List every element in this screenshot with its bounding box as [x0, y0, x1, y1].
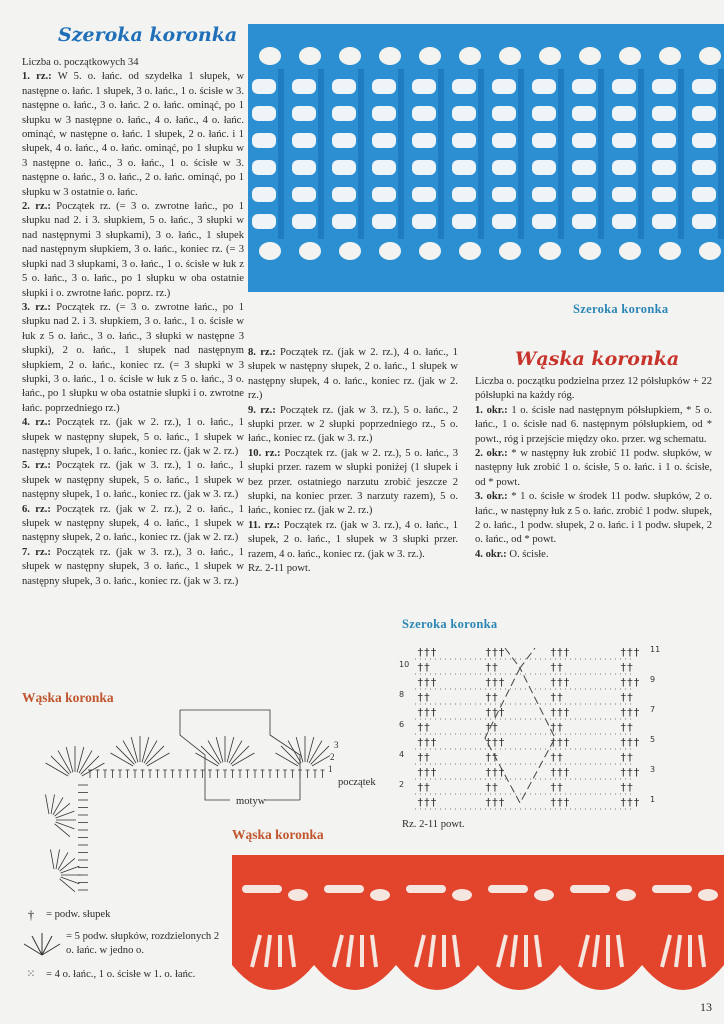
row-number: 3: [650, 765, 656, 774]
stitch-symbol: [216, 770, 220, 778]
stitch-symbol: [223, 770, 227, 778]
lace-hole: [652, 160, 676, 175]
lace-hole: [572, 79, 596, 94]
stitch-symbol: †††: [417, 766, 437, 779]
wide-lace-instructions-2: [248, 346, 458, 577]
lace-hole: [372, 214, 396, 229]
stitch-symbol: [283, 770, 287, 778]
fan-stitch: [131, 737, 138, 762]
lace-hole: [259, 242, 281, 260]
lace-hole: [616, 889, 636, 901]
lace-hole: [570, 885, 610, 893]
lace-hole: [698, 889, 718, 901]
lace-hole: [252, 160, 276, 175]
lace-hole: [692, 133, 716, 148]
lace-hole: [259, 47, 281, 65]
lace-hole: [619, 47, 641, 65]
lace-hole: [452, 106, 476, 121]
lace-hole: [532, 79, 556, 94]
lace-hole: [252, 214, 276, 229]
fan-stitch: [66, 747, 73, 772]
lace-hole: [252, 79, 276, 94]
lace-hole: [412, 79, 436, 94]
double-crochet-icon: †: [27, 907, 35, 922]
lace-hole: [292, 106, 316, 121]
stitch-symbol: [276, 770, 280, 778]
lace-hole: [299, 242, 321, 260]
stitch-symbol: †††: [485, 736, 505, 749]
wide-lace-title: Szeroka koronka: [58, 24, 238, 46]
stitch-symbol: †††: [620, 796, 640, 809]
stitch-symbol: †††: [550, 676, 570, 689]
lace-hole: [292, 79, 316, 94]
lace-hole: [532, 187, 556, 202]
stitch-symbol: [96, 770, 100, 778]
stitch-symbol: [246, 770, 250, 778]
lace-hole: [619, 242, 641, 260]
narrow-lace-instructions: [475, 375, 712, 562]
stitch-symbol: [111, 770, 115, 778]
wide-chart-caption: Szeroka koronka: [402, 617, 498, 631]
row-number: 1: [650, 795, 656, 804]
stitch-symbol: †††: [620, 676, 640, 689]
lace-hole: [412, 160, 436, 175]
lace-hole: [612, 160, 636, 175]
lace-hole: [692, 187, 716, 202]
lace-hole: [612, 79, 636, 94]
stitch-symbol: ††: [620, 691, 634, 704]
stitch-symbol: ††: [550, 781, 564, 794]
stitch-symbol: [321, 770, 325, 778]
lace-hole: [332, 133, 356, 148]
stitch-symbol: ††: [485, 691, 499, 704]
lace-hole: [539, 242, 561, 260]
row-number: 2: [399, 780, 405, 789]
lace-hole: [659, 47, 681, 65]
instruction-row: 8. rz.: Początek rz. (jak w 2. rz.), 4 o. łańc., 1 słupek w następny słupek, 2 o. łańc., 1 słupek w następny słupek, 4 o. łańc., koniec rz. (jak w 2. rz.): [248, 347, 458, 402]
stitch-symbol: †††: [417, 676, 437, 689]
fan-stitch: [296, 737, 303, 762]
fan-stitch: [61, 866, 80, 873]
row-number: 11: [650, 645, 661, 654]
fan-stitch: [307, 737, 314, 762]
wide-lace-photo-caption: Szeroka koronka: [573, 302, 669, 316]
stitch-symbol: ††: [417, 721, 431, 734]
narrow-lace-title: Wąska koronka: [515, 348, 680, 370]
stitch-symbol: [141, 770, 145, 778]
stitch-symbol: †††: [550, 796, 570, 809]
instruction-row: 4. rz.: Początek rz. (jak w 2. rz.), 1 o. łańc., 1 słupek w następny słupek, 5 o. łańc., 1 słupek w następny słupek, 1 o. łańc., koniec rz. (jak w 2. rz.): [22, 417, 244, 457]
row-number: 10: [399, 660, 410, 669]
stitch-symbol: [103, 770, 107, 778]
stitch-symbol: [186, 770, 190, 778]
lace-hole: [339, 242, 361, 260]
lace-hole: [332, 187, 356, 202]
lace-hole: [292, 160, 316, 175]
lace-hole: [492, 214, 516, 229]
lace-hole: [492, 106, 516, 121]
instruction-row: 1. rz.: W 5. o. łańc. od szydełka 1 słupek, w następne o. łańc. 1 słupek, 3 o. łańc., 1 o. ścisłe w 3. następne o. łańc., 3 o. łańc. 2 o. łańc. ominąć, po 1 słupku w 3 następne o. łańc., 4 o. łańc., 4 o. łańc. ominąć, w następne o. łańc. 1 słupek, 2 o. łańc. i 1 słupek, 4 o. łańc., 4 o. łańc. ominąć, po 1 słupku w 3 następne o. łańc., 3 o. łańc., 1 o. ścisłe w 3. następne o. łańc., 3 o. łańc., 2 o. łańc. ominąć, po 1 słupku w 3 ostatnie o. łańc.: [22, 71, 244, 198]
lace-hole: [652, 885, 692, 893]
lace-hole: [252, 106, 276, 121]
stitch-symbol: †††: [550, 736, 570, 749]
lace-hole: [412, 133, 436, 148]
lace-hole: [692, 160, 716, 175]
stitch-symbol: ††: [485, 781, 499, 794]
lace-hole: [652, 187, 676, 202]
fan-stitch: [56, 811, 75, 818]
stitch-symbol: [313, 770, 317, 778]
lace-hole: [534, 889, 554, 901]
lace-hole: [652, 133, 676, 148]
stitch-symbol: †††: [620, 646, 640, 659]
intro: Liczba o. początku podzielna przez 12 półsłupków + 22 półsłupki na każdy róg.: [475, 376, 712, 402]
lace-hole: [452, 187, 476, 202]
narrow-lace-photo-caption: Wąska koronka: [232, 827, 324, 842]
lace-hole: [612, 106, 636, 121]
lace-hole: [652, 106, 676, 121]
instruction-row: 3. rz.: Początek rz. (= 3 o. zwrotne łańc., po 1 słupku nad 2. i 3. słupkiem, 3 o. łańc., 1 o. ścisłe w łuk z 5 o. łańc., 3 o. łańc., 3 słupki w następne 3 słupki), 2 o. łańc., 1 słupek nad następnym słupkiem, 2 o. łańc., koniec rz. (= 3 słupki w 3 słupki, 3 o. łańc., 1 o. ścisłe w łuk z 5 o. łańc., 3 o. łańc., po 1 słupku w oba ostatnie słupki i o. zwrotne łańc. poprzedniego rz.): [22, 301, 244, 414]
stitch-symbol: [126, 770, 130, 778]
lace-hole: [492, 133, 516, 148]
fan-stitch: [55, 803, 70, 816]
stitch-symbol: ††: [485, 751, 499, 764]
lace-hole: [699, 242, 721, 260]
instruction-row: 6. rz.: Początek rz. (jak w 2. rz.), 2 o. łańc., 1 słupek w następny słupek, 4 o. łańc., 1 słupek w następny słupek, 2 o. łańc., koniec rz. (jak w 2. rz.): [22, 503, 244, 544]
stitch-symbol: [148, 770, 152, 778]
row-number: 8: [399, 690, 405, 699]
round-labels: 3 2 1: [328, 740, 339, 774]
lace-hole: [659, 242, 681, 260]
stitch-symbol: [268, 770, 272, 778]
intro: Liczba o. początkowych 34: [22, 57, 139, 68]
fan-stitch: [61, 877, 80, 884]
stitch-symbol: †††: [485, 796, 505, 809]
lace-hole: [459, 242, 481, 260]
stitch-symbol: ††: [417, 661, 431, 674]
lace-hole: [699, 47, 721, 65]
stitch-symbol: [201, 770, 205, 778]
stitch-symbol: ††: [485, 721, 499, 734]
instruction-row: 7. rz.: Początek rz. (jak w 3. rz.), 3 o. łańc., 1 słupek w następny słupek, 3 o. łańc., 1 słupek w następny słupek, 3 o. łańc., koniec rz. (jak w 3. rz.): [22, 546, 244, 587]
lace-hole: [324, 885, 364, 893]
stitch-symbol: [133, 770, 137, 778]
lace-hole: [612, 214, 636, 229]
lace-hole: [372, 187, 396, 202]
lace-hole: [332, 160, 356, 175]
wide-chart-note: Rz. 2-11 powt.: [402, 819, 465, 830]
fan-stitch: [56, 822, 75, 829]
row-number: 9: [650, 675, 656, 684]
instruction-row: 5. rz.: Początek rz. (jak w 3. rz.), 1 o. łańc., 1 słupek w następny słupek, 5 o. łańc., 1 słupek w następny słupek, 1 o. łańc., koniec rz. (jak w 3. rz.): [22, 460, 244, 501]
stitch-symbol: ††: [550, 691, 564, 704]
row-number: 7: [650, 705, 656, 714]
stitch-symbol: [253, 770, 257, 778]
lace-hole: [492, 79, 516, 94]
lace-hole: [488, 885, 528, 893]
fan-stitch: [216, 737, 223, 762]
fan-stitch: [51, 794, 54, 814]
stitch-symbol: [261, 770, 265, 778]
start-label: początek: [338, 777, 376, 788]
stitch-symbol: [208, 770, 212, 778]
fan-stitch: [142, 737, 149, 762]
stitch-symbol: [171, 770, 175, 778]
lace-hole: [532, 133, 556, 148]
lace-hole: [292, 187, 316, 202]
wide-lace-instructions-1: [22, 56, 244, 589]
wide-lace-photo: [248, 24, 724, 292]
lace-hole: [292, 133, 316, 148]
lace-hole: [459, 47, 481, 65]
lace-hole: [452, 160, 476, 175]
lace-hole: [299, 47, 321, 65]
row-number: 6: [399, 720, 405, 729]
lace-hole: [412, 187, 436, 202]
lace-hole: [492, 160, 516, 175]
picot-icon: ⁙: [26, 969, 36, 980]
stitch-symbol: [178, 770, 182, 778]
lace-hole: [452, 133, 476, 148]
lace-hole: [572, 187, 596, 202]
lace-hole: [492, 187, 516, 202]
lace-hole: [379, 242, 401, 260]
fan-stitch: [60, 879, 75, 892]
fan-stitch: [77, 747, 84, 772]
instruction-row: 10. rz.: Początek rz. (jak w 2. rz.), 5 o. łańc., 3 słupki przer. razem w słupki poniżej (1 słupek i bez przer. ostatniego narzutu zrobić jeszcze 2 słupki, na koniec przer. 3 narzuty razem), 5 o. łańc., koniec rz. (jak w 2. rz.): [248, 447, 458, 517]
lace-hole: [242, 885, 282, 893]
lace-hole: [452, 79, 476, 94]
motif-label: motyw: [236, 796, 266, 807]
stitch-symbol: ††: [417, 691, 431, 704]
stitch-symbol: †††: [550, 646, 570, 659]
instruction-row: 4. okr.: O. ścisłe.: [475, 548, 549, 560]
stitch-symbol: [193, 770, 197, 778]
lace-hole: [288, 889, 308, 901]
stitch-symbol: ††: [620, 661, 634, 674]
wide-lace-chart: [395, 638, 665, 813]
stitch-symbol: †††: [620, 736, 640, 749]
stitch-symbol: †††: [417, 646, 437, 659]
lace-hole: [652, 79, 676, 94]
narrow-lace-photo: [232, 855, 724, 1005]
lace-hole: [370, 889, 390, 901]
fan-stitch: [60, 858, 75, 871]
lace-hole: [539, 47, 561, 65]
stitch-symbol: ††: [620, 721, 634, 734]
lace-hole: [252, 187, 276, 202]
fan-stitch: [50, 849, 53, 869]
stitch-symbol: †††: [417, 736, 437, 749]
row-number: 4: [399, 750, 405, 759]
stitch-symbol: ††: [620, 751, 634, 764]
lace-hole: [419, 242, 441, 260]
lace-hole: [499, 47, 521, 65]
lace-hole: [452, 889, 472, 901]
fan-stitch: [45, 794, 48, 814]
instruction-row: 3. okr.: * 1 o. ścisłe w środek 11 podw. słupków, 2 o. łańc., w następny łuk z 5 o. łańc. zrobić 1 podw. słupek, 2 o. łańc., 1 podw. słupek, 2 o. łańc. i 1 podw. słupek, 2 o. łańc., od * powt.: [475, 491, 712, 546]
fan-stitch: [56, 849, 59, 869]
stitch-symbol: ††: [485, 661, 499, 674]
lace-hole: [612, 133, 636, 148]
stitch-symbol: †††: [550, 766, 570, 779]
lace-hole: [692, 106, 716, 121]
lace-hole: [499, 242, 521, 260]
repeat-note: Rz. 2-11 powt.: [248, 563, 311, 575]
lace-hole: [612, 187, 636, 202]
row-number: 5: [650, 735, 656, 744]
stitch-symbol: †††: [417, 706, 437, 719]
page-number: 13: [700, 1000, 712, 1014]
stitch-symbol: [163, 770, 167, 778]
stitch-symbol: †††: [620, 706, 640, 719]
instruction-row: 9. rz.: Początek rz. (jak w 3. rz.), 5 o. łańc., 2 słupki przer. w 2 słupki poprzedniego rz., 5 o. łańc., koniec rz. (jak w 3. rz.): [248, 404, 458, 445]
lace-hole: [692, 79, 716, 94]
lace-hole: [332, 106, 356, 121]
lace-hole: [532, 106, 556, 121]
lace-hole: [572, 133, 596, 148]
lace-hole: [252, 133, 276, 148]
lace-hole: [532, 160, 556, 175]
lace-hole: [579, 47, 601, 65]
symbol-legend: † = podw. słupek = 5 podw. słupków, rozdzielonych 2 o. łańc. w jedno o. ⁙ = 4 o. łańc., 1 o. ścisłe w 1. o. łańc.: [22, 908, 227, 982]
instruction-row: 1. okr.: 1 o. ścisłe nad następnym półsłupkiem, * 5 o. łańc., 1 o. ścisłe nad 6. następnym półsłupkiem, od * powt., róg i przejście między oko. przer. wg schematu.: [475, 404, 712, 445]
stitch-symbol: ††: [550, 661, 564, 674]
stitch-symbol: [238, 770, 242, 778]
instruction-row: 2. okr.: * w następny łuk zrobić 11 podw. słupków, w następny łuk zrobić 1 o. ścisłe, 5 o. łańc. i 1 o. ścisłe, od * powt.: [475, 448, 712, 488]
stitch-symbol: [306, 770, 310, 778]
lace-hole: [292, 214, 316, 229]
fan-stitch: [53, 797, 63, 814]
lace-hole: [339, 47, 361, 65]
stitch-symbol: ††: [417, 781, 431, 794]
stitch-symbol: †††: [485, 676, 505, 689]
fan-stitch: [227, 737, 234, 762]
stitch-symbol: ††: [620, 781, 634, 794]
narrow-chart-caption: Wąska koronka: [22, 690, 114, 705]
lace-hole: [372, 106, 396, 121]
lace-hole: [652, 214, 676, 229]
lace-hole: [532, 214, 556, 229]
lace-hole: [572, 214, 596, 229]
stitch-symbol: ††: [550, 721, 564, 734]
lace-hole: [379, 47, 401, 65]
lace-hole: [572, 106, 596, 121]
stitch-symbol: †††: [620, 766, 640, 779]
lace-hole: [406, 885, 446, 893]
lace-hole: [372, 160, 396, 175]
stitch-symbol: †††: [485, 766, 505, 779]
stitch-symbol: [231, 770, 235, 778]
stitch-symbol: †††: [550, 706, 570, 719]
lace-hole: [372, 133, 396, 148]
lace-hole: [579, 242, 601, 260]
lace-hole: [419, 47, 441, 65]
fan-stitch: [58, 852, 68, 869]
lace-hole: [372, 79, 396, 94]
fan-stitch: [55, 824, 70, 837]
lace-hole: [572, 160, 596, 175]
instruction-row: 2. rz.: Początek rz. (= 3 o. zwrotne łańc., po 1 słupku nad 2. i 3. słupkiem, 5 o. łańc., 3 słupki w nad następnymi 3 słupkami), 3 o. łańc., 1 słupek nad następnym słupkiem, 3 o. łańc., koniec rz. (= 3 słupki nad 3 słupkami, 3 o. łańc., 1 o. ścisłe w łuk z 5 o. łańc., 3 o. łańc., po 1 słupku w oba ostatnie słupki i o. zwrotne łańc. poprz. rz.): [22, 201, 244, 299]
lace-hole: [452, 214, 476, 229]
stitch-symbol: [291, 770, 295, 778]
stitch-symbol: [118, 770, 122, 778]
instruction-row: 11. rz.: Początek rz. (jak w 3. rz.), 4 o. łańc., 1 słupek, 2 o. łańc., 1 słupek w 3 słupki przer. razem, 4 o. łańc., koniec rz. (jak w 3. rz.).: [248, 519, 458, 560]
stitch-symbol: [156, 770, 160, 778]
lace-hole: [412, 106, 436, 121]
stitch-symbol: †††: [417, 796, 437, 809]
stitch-symbol: ††: [417, 751, 431, 764]
stitch-symbol: †††: [485, 646, 505, 659]
lace-hole: [692, 214, 716, 229]
lace-hole: [332, 79, 356, 94]
stitch-symbol: †††: [485, 706, 505, 719]
stitch-symbol: ††: [550, 751, 564, 764]
lace-hole: [332, 214, 356, 229]
fan-icon: [22, 930, 62, 956]
lace-hole: [412, 214, 436, 229]
